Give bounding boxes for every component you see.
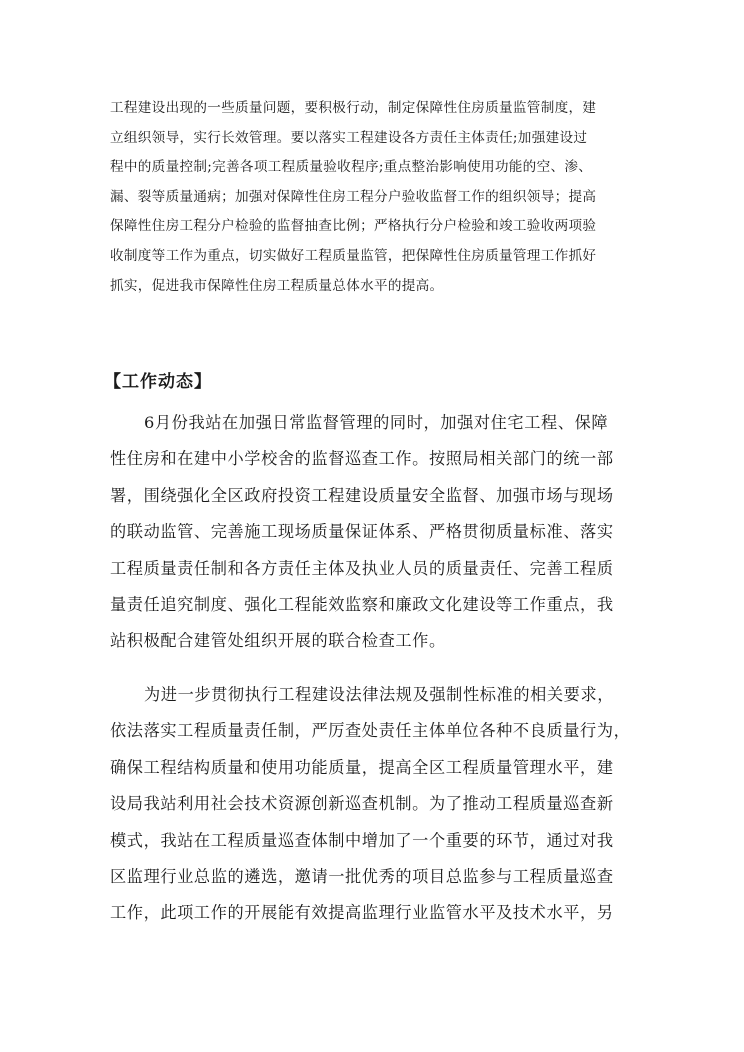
text-line: 确保工程结构质量和使用功能质量，提高全区工程质量管理水平，建 (110, 757, 614, 777)
text-line: 设局我站利用社会技术资源创新巡查机制。为了推动工程质量巡查新 (110, 794, 614, 814)
text-line: 收制度等工作为重点，切实做好工程质量监管，把保障性住房质量管理工作抓好 (110, 247, 597, 264)
text-line: 程中的质量控制;完善各项工程质量验收程序;重点整治影响使用功能的空、渗、 (110, 159, 593, 176)
section-heading: 【工作动态】 (104, 372, 212, 392)
text-line: 抓实，促进我市保障性住房工程质量总体水平的提高。 (110, 277, 444, 294)
text-line: 6月份我站在加强日常监督管理的同时，加强对住宅工程、保障 (144, 413, 609, 432)
text-line: 工作，此项工作的开展能有效提高监理行业监管水平及技术水平，另 (110, 903, 614, 923)
text-line: 为进一步贯彻执行工程建设法律法规及强制性标准的相关要求， (144, 685, 615, 704)
paragraph-quality-management (110, 94, 642, 301)
text-line: 模式，我站在工程质量巡查体制中增加了一个重要的环节，通过对我 (110, 830, 614, 850)
text-line: 保障性住房工程分户检验的监督抽查比例；严格执行分户检验和竣工验收两项验 (110, 218, 597, 235)
paragraph-inspection-mechanism (110, 677, 642, 932)
text-line: 性住房和在建中小学校舍的监督巡查工作。按照局相关部门的统一部 (110, 449, 614, 469)
text-line: 工程质量责任制和各方责任主体及执业人员的质量责任、完善工程质 (110, 558, 614, 578)
text-line: 量责任追究制度、强化工程能效监察和廉政文化建设等工作重点，我 (110, 595, 614, 615)
text-line: 的联动监管、完善施工现场质量保证体系、严格贯彻质量标准、落实 (110, 522, 614, 542)
text-line: 依法落实工程质量责任制，严厉查处责任主体单位各种不良质量行为， (110, 721, 631, 741)
text-line: 立组织领导，实行长效管理。要以落实工程建设各方责任主体责任;加强建设过 (110, 129, 588, 146)
text-line: 站积极配合建管处组织开展的联合检查工作。 (110, 631, 446, 651)
text-line: 区监理行业总监的遴选，邀请一批优秀的项目总监参与工程质量巡查 (110, 867, 614, 887)
text-line: 署，围绕强化全区政府投资工程建设质量安全监督、加强市场与现场 (110, 485, 614, 505)
text-line: 工程建设出现的一些质量问题，要积极行动，制定保障性住房质量监管制度，建 (110, 100, 597, 116)
text-line: 漏、裂等质量通病；加强对保障性住房工程分户验收监督工作的组织领导；提高 (110, 188, 597, 205)
paragraph-work-updates (110, 405, 642, 660)
